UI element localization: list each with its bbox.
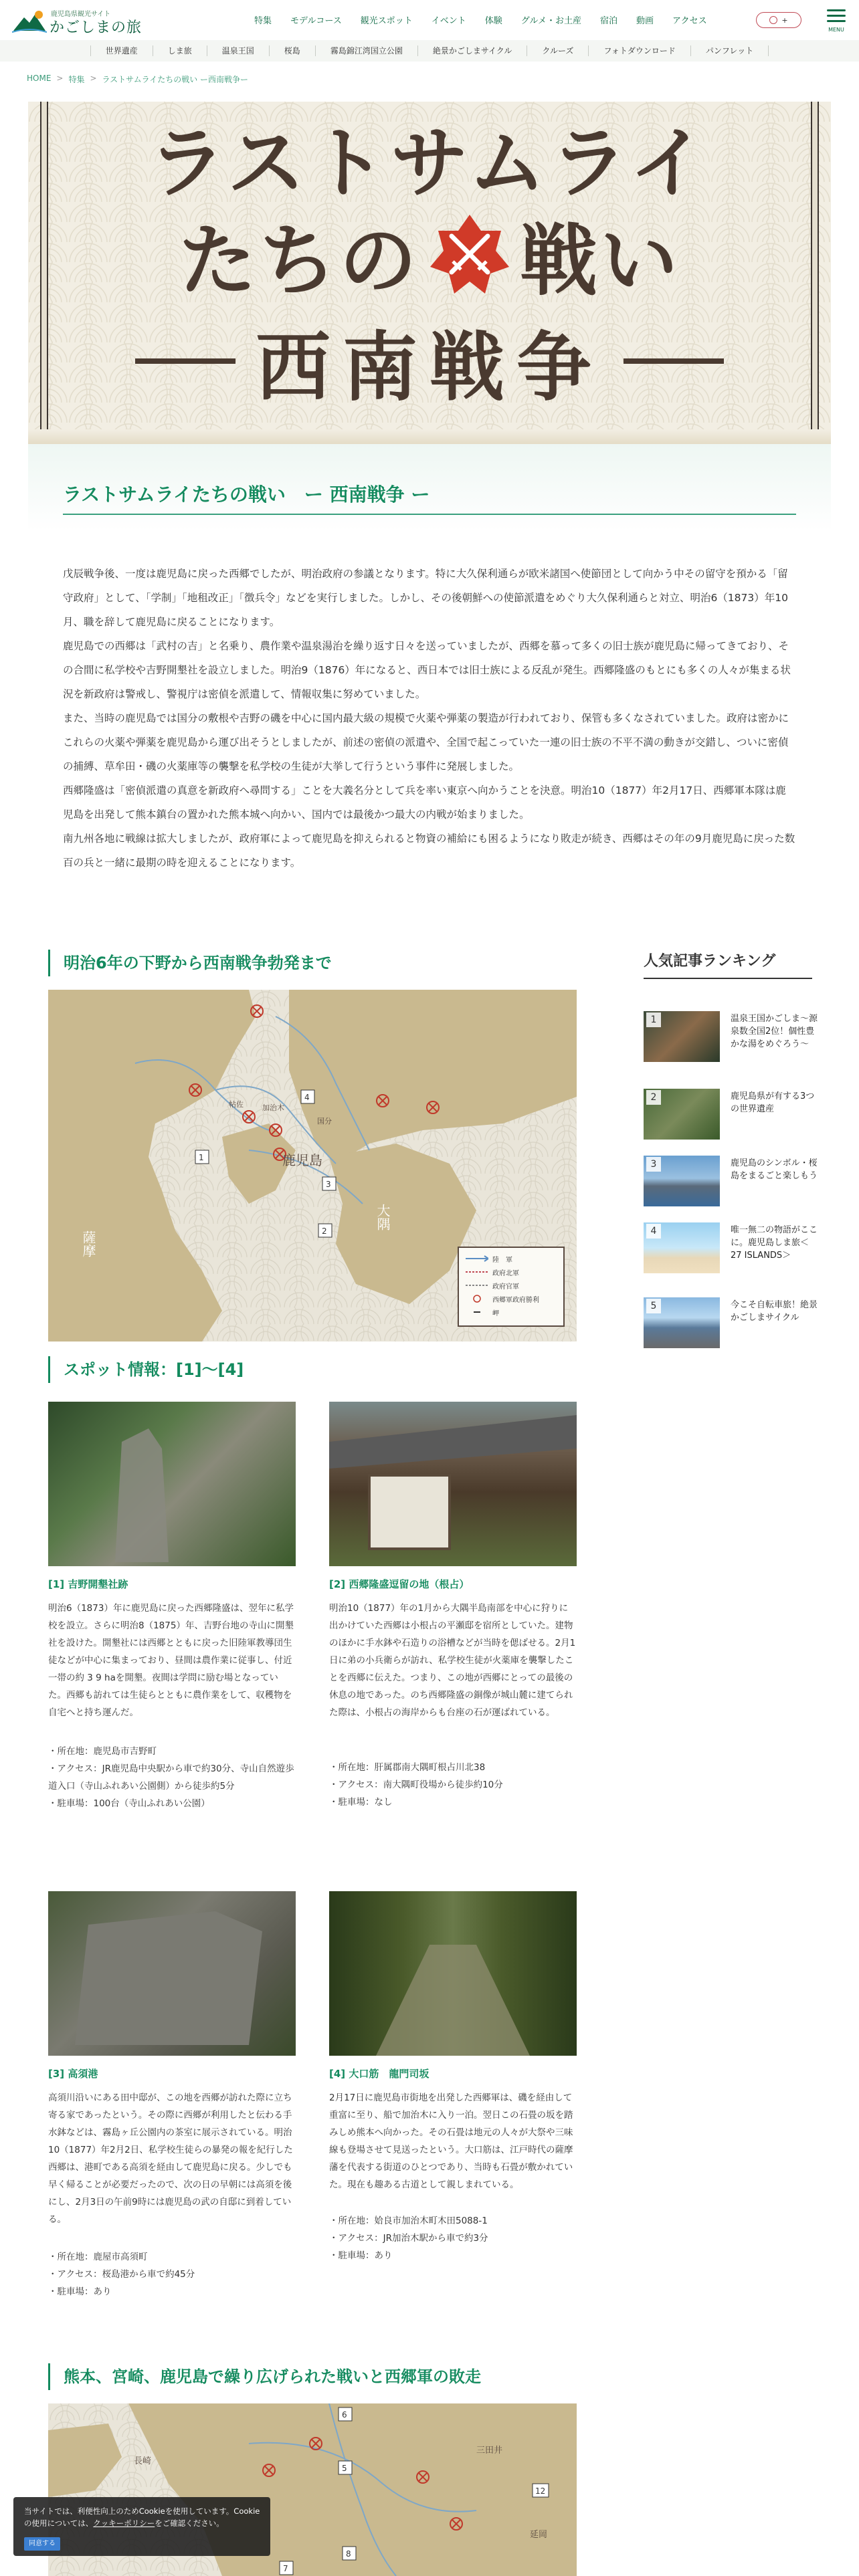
subnav-cruise[interactable]: クルーズ <box>527 45 588 56</box>
hero-dash-right <box>624 358 724 364</box>
nav-events[interactable]: イベント <box>431 16 466 26</box>
ranking-item[interactable] <box>644 1089 818 1145</box>
section-heading-spots: スポット情報：[1]〜[4] <box>48 1356 244 1383</box>
map-label-kagoshima: 鹿児島 <box>282 1152 322 1168</box>
site-header <box>0 0 859 40</box>
cookie-text <box>24 2505 265 2529</box>
cookie-message-end: をご確認ください。 <box>155 2518 224 2528</box>
map-label-nobeoka: 延岡 <box>530 2530 548 2540</box>
spot-address: ・所在地：肝属郡南大隅町根占川北38 <box>329 1762 486 1773</box>
hero-bottom-fade <box>28 429 831 444</box>
subnav-world-heritage[interactable]: 世界遺産 <box>90 45 153 56</box>
ranking-number: 4 <box>646 1224 661 1239</box>
cookie-message: 当サイトでは、利便性向上のためCookieを使用しています。Cookieの使用については、 <box>24 2506 260 2528</box>
subnav-photo-download[interactable]: フォトダウンロード <box>588 45 690 56</box>
legend-row <box>466 1252 557 1265</box>
map-label-kajiki: 加治木 <box>262 1103 284 1112</box>
subnav-national-park[interactable]: 霧島錦江湾国立公園 <box>315 45 417 56</box>
map-marker-8: 8 <box>346 2549 351 2559</box>
menu-bar-icon <box>827 20 846 22</box>
logo-name: かごしまの旅 <box>50 19 142 36</box>
breadcrumb-separator: > <box>56 74 64 83</box>
stone-path-icon <box>329 1891 577 2056</box>
subnav-island-trip[interactable]: しま旅 <box>153 45 207 56</box>
legend-route-icon <box>466 1281 488 1289</box>
main-nav <box>254 13 726 27</box>
map-label-kokubu: 国分 <box>317 1117 332 1125</box>
cookie-policy-link[interactable]: クッキーポリシー <box>93 2518 155 2528</box>
site-logo[interactable] <box>12 5 159 36</box>
map-label-satsuma: 薩摩 <box>80 1230 96 1257</box>
ranking-item[interactable] <box>644 1297 818 1354</box>
hero-title-line3-text: 西南戦争 <box>256 323 603 411</box>
spot-description: 高須川沿いにある田中邸が、この地を西郷が訪れた際に立ち寄る家であったという。その際に西郷が利用したと伝わる手水鉢などは、霧島ヶ丘公園内の茶室に展示されている。明治10（1877）年2月2日、私学校生徒らの暴発の報を紀行した西郷は、港町である高須を経由して鹿児島に戻る。少しでも早く帰ることが必要だったので、次の日の早朝には高須を後にし、2月3日の午前9時には鹿児島の武の自邸に到着している。 <box>48 2092 293 2225</box>
spot-name: [3] 高須港 <box>48 2068 98 2080</box>
hero-title-line2a: たちの <box>179 215 419 306</box>
ranking-number: 2 <box>646 1090 661 1105</box>
map-label-chosa: 帖佐 <box>229 1100 244 1109</box>
spot-info <box>48 2248 296 2300</box>
legend-row <box>466 1292 557 1305</box>
spot-name: [4] 大口筋 龍門司坂 <box>329 2068 430 2080</box>
info-board-icon <box>329 1402 577 1566</box>
ranking-link[interactable]: 鹿児島県が有する3つの世界遺産 <box>731 1091 815 1114</box>
crossed-swords-icon <box>426 211 513 298</box>
nav-gourmet[interactable]: グルメ・お土産 <box>520 16 581 26</box>
map-label-osumi: 大隅 <box>375 1204 391 1230</box>
breadcrumb-home[interactable]: HOME <box>27 74 52 83</box>
map-marker-7: 7 <box>283 2564 288 2573</box>
cookie-banner <box>13 2497 270 2556</box>
hero-title-line1: ラストサムライ <box>148 118 711 209</box>
subnav-onsen[interactable]: 温泉王国 <box>207 45 269 56</box>
page-title: ラストサムライたちの戦い ー 西南戦争 ー <box>63 484 430 506</box>
subnav-cycling[interactable]: 絶景かごしまサイクル <box>417 45 527 56</box>
intro-paragraph: また、当時の鹿児島では国分の敷根や吉野の磯を中心に国内最大級の規模で火薬や弾薬の製造が行われており、保管も多くなされていました。政府は密かにこれらの火薬や弾薬を鹿児島から運び出そうとしましたが、前述の密偵の派遣や、全国で起こっていた一連の旧士族の不平不満の動きが交錯し、ついに密偵の捕縛、草牟田・磯の火薬庫等の襲撃を私学校の生徒が大挙して行うという事件に発展しました。 <box>63 712 789 772</box>
map-marker-12: 12 <box>535 2486 546 2496</box>
ranking-number: 3 <box>646 1157 661 1172</box>
spot-info <box>48 1743 296 1812</box>
title-underline <box>63 514 796 515</box>
legend-route-icon <box>466 1255 488 1263</box>
intro-paragraph: 鹿児島での西郷は「武村の吉」と名乗り、農作業や温泉湯治を繰り返す日々を送っていましたが、西郷を慕って多くの旧士族が鹿児島に帰ってきており、その合間に私学校や吉野開墾社を設立しました。明治9（1876）年になると、西日本では旧士族による反乱が発生。西郷隆盛のもとにも多くの人々が集まる状況を新政府は警戒し、警視庁は密偵を派遣して、情報収集に努めていました。 <box>63 640 791 700</box>
spot-description: 明治6（1873）年に鹿児島に戻った西郷隆盛は、翌年に私学校を設立。さらに明治8（1875）年、吉野台地の寺山に開墾社を設けた。開墾社には西郷とともに戻った旧陸軍教導団生徒などが中心に集まっており、昼間は農作業に従事し、付近一帯の約 3 9 haを開墾。夜間は学問に励む場となっていた。西郷も訪れては生徒らとともに農作業をして、収穫物を自宅へと持ち運んだ。 <box>48 1603 294 1718</box>
hero-title-line2b: 戦い <box>520 215 680 306</box>
nav-access[interactable]: アクセス <box>672 16 707 26</box>
spot-address: ・所在地：鹿児島市吉野町 <box>48 1746 157 1757</box>
legend-label: 政府北軍 <box>492 1269 519 1277</box>
spot-photo <box>48 1891 296 2056</box>
subnav-pamphlet[interactable]: パンフレット <box>690 45 769 56</box>
spot-address: ・所在地：姶良市加治木町木田5088-1 <box>329 2216 488 2226</box>
logo-tagline: 鹿児島県観光サイト <box>51 11 111 18</box>
nav-model-course[interactable]: モデルコース <box>290 16 342 26</box>
ranking-item[interactable] <box>644 1222 818 1279</box>
cookie-accept-button[interactable]: 同意する <box>24 2537 60 2551</box>
map-marker-1: 1 <box>199 1153 204 1162</box>
language-button[interactable] <box>756 12 801 28</box>
intro-text <box>63 562 796 875</box>
legend-label: 岬 <box>492 1309 499 1317</box>
menu-label: MENU <box>828 27 844 33</box>
ranking-underline <box>644 978 812 979</box>
language-label: + <box>781 15 788 25</box>
nav-feature[interactable]: 特集 <box>254 16 272 26</box>
legend-cape-icon <box>466 1308 488 1316</box>
map-marker-3: 3 <box>326 1180 331 1189</box>
legend-row <box>466 1305 557 1319</box>
hamburger-menu-button[interactable] <box>824 8 848 32</box>
spot-name: [2] 西郷隆盛逗留の地（根占） <box>329 1578 470 1590</box>
spot-description: 2月17日に鹿児島市街地を出発した西郷軍は、磯を経由して重富に至り、船で加治木に入り一泊。翌日この石畳の坂を踏みしめ熊本へ向かった。その石畳は地元の人々が大祭や三味線も登場させて見送ったという。大口筋は、江戸時代の薩摩藩を代表する街道のひとつであり、当時も石畳が敷かれていた。現在も趣ある古道として親しまれている。 <box>329 2092 573 2190</box>
ranking-link[interactable]: 今こそ自転車旅！絶景かごしまサイクル <box>731 1300 818 1323</box>
spot-access: ・アクセス：JR加治木駅から車で約3分 <box>329 2233 488 2244</box>
map-label-mitai: 三田井 <box>476 2446 503 2456</box>
spot-info <box>329 1759 577 1811</box>
globe-icon <box>769 16 777 24</box>
section-heading-retreat: 熊本、宮崎、鹿児島で繰り広げられた戦いと西郷軍の敗走 <box>48 2363 481 2390</box>
spot-photo <box>48 1402 296 1566</box>
ranking-number: 5 <box>646 1299 661 1313</box>
map-outbreak <box>48 990 577 1341</box>
spot-photo <box>329 1891 577 2056</box>
map-legend <box>458 1247 565 1327</box>
menu-bar-icon <box>827 15 846 17</box>
legend-label: 政府官軍 <box>492 1283 519 1291</box>
intro-paragraph: 西郷隆盛は「密偵派遣の真意を新政府へ尋問する」ことを大義名分として兵を率い東京へ向かうことを決意。明治10（1877）年2月17日、西郷軍本隊は鹿児島を出発して熊本鎮台の置かれた熊本城へ向かい、国内では最後かつ最大の内戦が始まりました。 <box>63 784 786 821</box>
spot-card-1 <box>48 1402 296 1843</box>
ranking-title: 人気記事ランキング <box>644 953 776 970</box>
hero-dash-left <box>135 358 235 364</box>
spot-access: ・アクセス：桜島港から車で約45分 <box>48 2269 195 2280</box>
spot-card-2 <box>329 1402 577 1843</box>
legend-battle-icon <box>466 1295 488 1303</box>
ranking-link[interactable]: 鹿児島のシンボル・桜島をまるごと楽しもう <box>731 1158 818 1181</box>
stone-monument-icon <box>48 1402 296 1566</box>
map-marker-2: 2 <box>322 1226 327 1236</box>
nav-experience[interactable]: 体験 <box>484 16 502 26</box>
spot-parking: ・駐車場：あり <box>48 2286 112 2297</box>
stone-monument-icon <box>48 1891 296 2056</box>
spot-name: [1] 吉野開墾社跡 <box>48 1578 128 1590</box>
breadcrumb-current: ラストサムライたちの戦い ー西南戦争ー <box>102 75 249 84</box>
map-marker-6: 6 <box>342 2410 347 2420</box>
intro-paragraph: 南九州各地に戦線は拡大しましたが、政府軍によって鹿児島を抑えられると物資の補給にも困るようになり敗走が続き、西郷はその年の9月鹿児島に戻った数百の兵と一緒に最期の時を迎えることになります。 <box>63 833 795 869</box>
legend-label: 陸 軍 <box>492 1256 512 1264</box>
ranking-link[interactable]: 唯一無二の物語がここに。鹿児島しま旅＜27 ISLANDS＞ <box>731 1225 818 1261</box>
ranking-link[interactable]: 温泉王国かごしま〜源泉数全国2位！個性豊かな湯をめぐろう〜 <box>731 1014 818 1049</box>
breadcrumb <box>27 74 248 85</box>
hero-title-line3 <box>28 314 831 411</box>
hero-banner <box>28 102 831 444</box>
ranking-number: 1 <box>646 1012 661 1027</box>
menu-bar-icon <box>827 9 846 11</box>
logo-mountain-icon <box>12 9 47 33</box>
intro-paragraph: 戊辰戦争後、一度は鹿児島に戻った西郷でしたが、明治政府の参議となります。特に大久保利通らが欧米諸国へ使節団として向かう中その留守を預かる「留守政府」として、「学制」「地租改正」「徴兵令」などを実行しました。しかし、その後朝鮮への使節派遣をめぐり大久保利通らと対立、明治6（1873）年10月、職を辞して鹿児島に戻ることになります。 <box>63 568 788 628</box>
spot-info <box>329 2212 577 2264</box>
title-band <box>28 444 831 531</box>
legend-row <box>466 1279 557 1292</box>
map-marker-5: 5 <box>342 2464 347 2473</box>
nav-video[interactable]: 動画 <box>636 16 654 26</box>
section-heading-outbreak: 明治6年の下野から西南戦争勃発まで <box>48 950 332 976</box>
legend-label: 西郷軍政府勝利 <box>492 1296 539 1304</box>
legend-route-icon <box>466 1268 488 1276</box>
spot-card-3 <box>48 1891 296 2306</box>
breadcrumb-feature[interactable]: 特集 <box>68 75 85 84</box>
map-label-nagasaki: 長崎 <box>134 2456 152 2466</box>
spot-parking: ・駐車場：100台（寺山ふれあい公園） <box>48 1798 210 1809</box>
sub-nav <box>0 40 859 62</box>
spot-access: ・アクセス：JR鹿児島中央駅から車で約30分、寺山自然遊歩道入口（寺山ふれあい公園側）から徒歩約5分 <box>48 1763 294 1792</box>
ranking-item[interactable] <box>644 1011 818 1067</box>
spot-access: ・アクセス：南大隅町役場から徒歩約10分 <box>329 1780 503 1790</box>
spot-card-4 <box>329 1891 577 2306</box>
spot-parking: ・駐車場：なし <box>329 1797 393 1808</box>
map-marker-4: 4 <box>304 1093 310 1102</box>
spot-parking: ・駐車場：あり <box>329 2250 393 2261</box>
spot-description: 明治10（1877）年の1月から大隅半島南部を中心に狩りに出かけていた西郷は小根占の平瀬邸を宿所としていた。建物のほかに手水鉢や石造りの浴槽などが当時を偲ばせる。2月1日に弟の小兵衛らが訪れ、私学校生徒が火薬庫を襲撃したことを西郷に伝えた。つまり、この地が西郷にとっての最後の休息の地であった。のち西郷隆盛の銅像が城山麓に建てられた際は、小根占の海岸からも台座の石が運ばれている。 <box>329 1603 576 1718</box>
ranking-item[interactable] <box>644 1156 818 1212</box>
breadcrumb-separator: > <box>90 74 97 83</box>
nav-stay[interactable]: 宿泊 <box>600 16 618 26</box>
subnav-sakurajima[interactable]: 桜島 <box>269 45 315 56</box>
hero-title-line2 <box>28 207 831 306</box>
legend-row <box>466 1265 557 1279</box>
spot-address: ・所在地：鹿屋市高須町 <box>48 2252 148 2262</box>
nav-spots[interactable]: 観光スポット <box>360 16 413 26</box>
spot-photo <box>329 1402 577 1566</box>
